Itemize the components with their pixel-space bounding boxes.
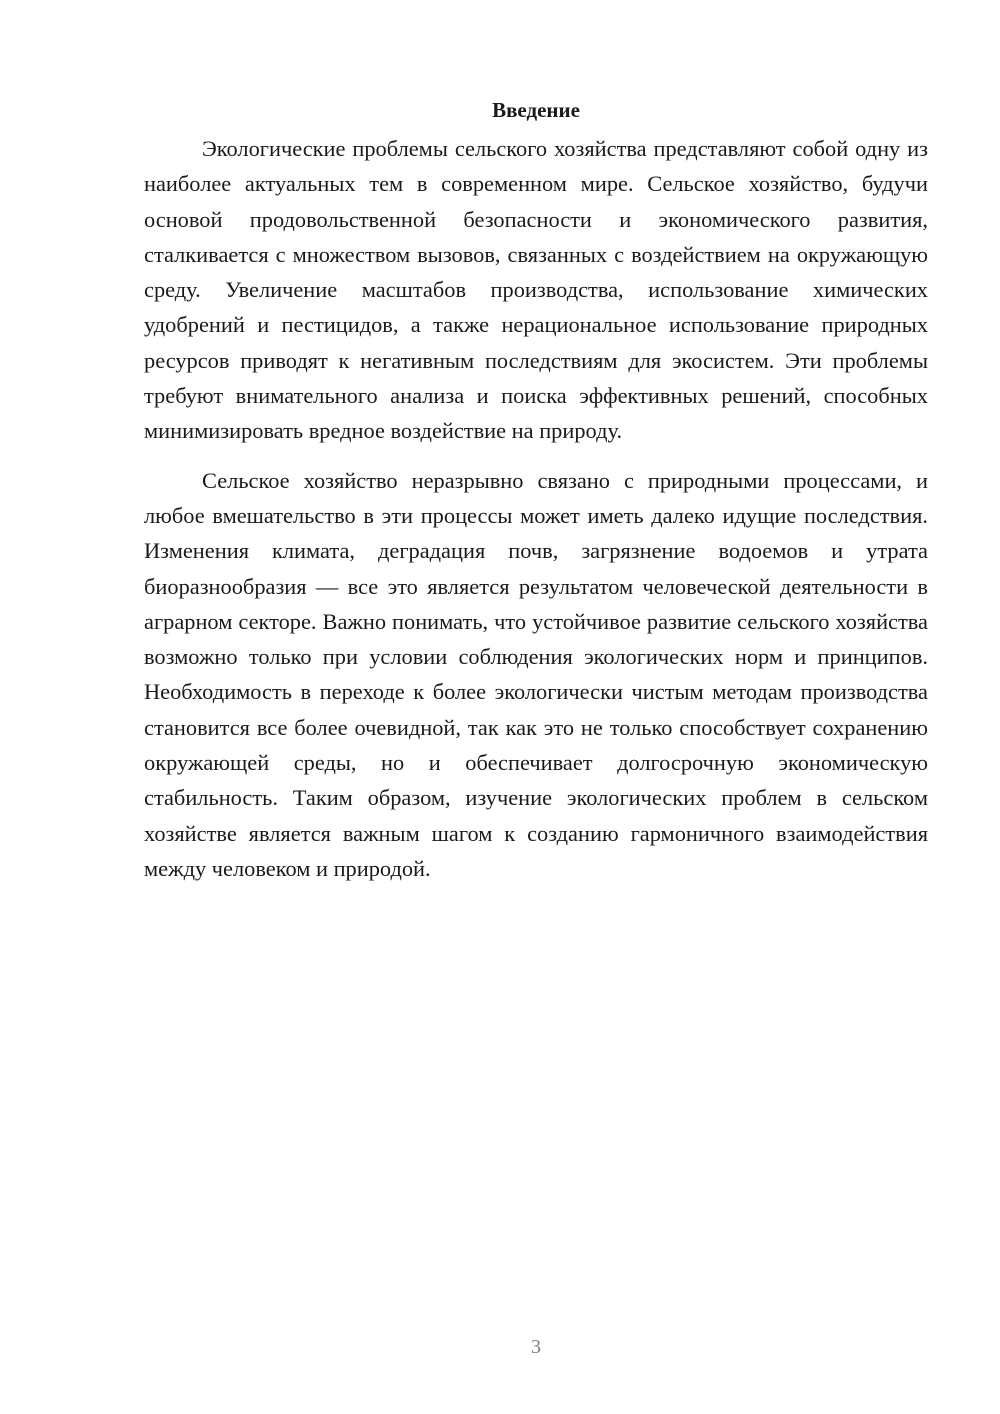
page-title: Введение — [492, 98, 580, 122]
paragraph-1: Экологические проблемы сельского хозяйства представляют собой одну из наиболее актуальных тем в современном мире. Сельское хозяйство, будучи основой продовольственной безопасности и экономического развития, сталкивается с множеством вызовов, связанных с воздействием на окружающую среду. Увеличение масштабов производства, использование химических удобрений и пестицидов, а также нерациональное использование природных ресурсов приводят к негативным последствиям для экосистем. Эти проблемы требуют внимательного анализа и поиска эффективных решений, способных минимизировать вредное воздействие на природу. — [144, 136, 928, 444]
paragraph-2: Сельское хозяйство неразрывно связано с природными процессами, и любое вмешательство в эти процессы может иметь далеко идущие последствия. Изменения климата, деградация почв, загрязнение водоемов и утрата биоразнообразия — все это является результатом человеческой деятельности в аграрном секторе. Важно понимать, что устойчивое развитие сельского хозяйства возможно только при условии соблюдения экологических норм и принципов. Необходимость в переходе к более экологически чистым методам производства становится все более очевидной, так как это не только способствует сохранению окружающей среды, но и обеспечивает долгосрочную экономическую стабильность. Таким образом, изучение экологических проблем в сельском хозяйстве является важным шагом к созданию гармоничного взаимодействия между человеком и природой. — [144, 467, 928, 881]
document-body — [144, 92, 928, 886]
page-number: 3 — [531, 1336, 541, 1358]
